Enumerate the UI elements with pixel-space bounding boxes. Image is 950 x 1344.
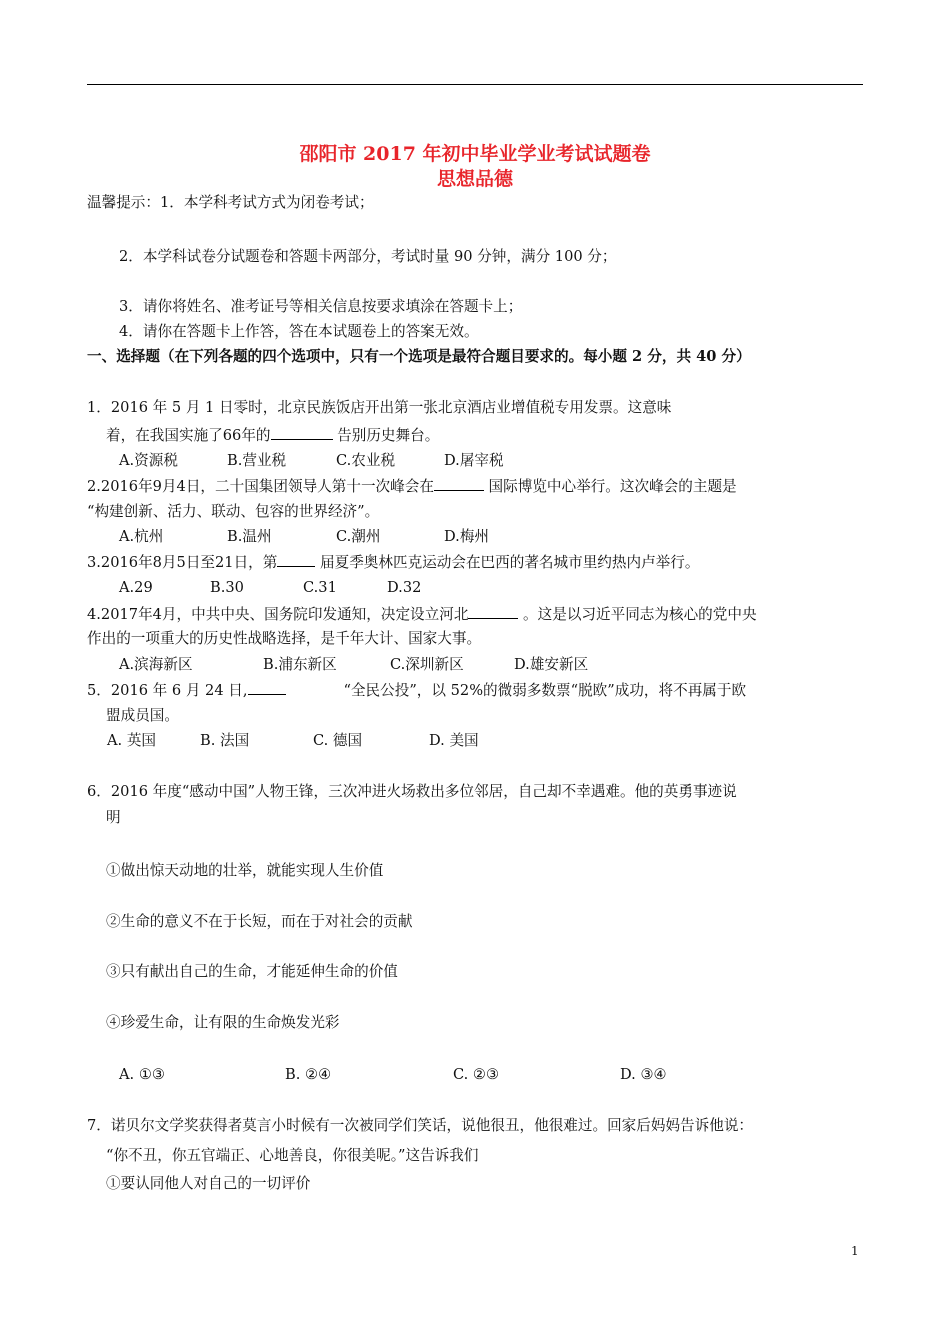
q6-statement-1: ①做出惊天动地的壮举，就能实现人生价值 [106,862,384,879]
q6-option-c: C. ②③ [453,1066,500,1083]
q3-stem-part-2: 届夏季奥林匹克运动会在巴西的著名城市里约热内卢举行。 [315,554,700,571]
q6-stem-line-2: 明 [106,809,121,826]
q2-stem-part-2: 国际博览中心举行。这次峰会的主题是 [483,478,737,495]
section-heading: 一、选择题（在下列各题的四个选项中，只有一个选项是最符合题目要求的。每小题 2 分，共 40 分） [87,348,751,365]
q1-stem-line-2 [106,425,439,446]
q3-option-c: C.31 [303,579,337,596]
q7-statement-1: ①要认同他人对自己的一切评价 [106,1175,311,1192]
q3-stem-line-1 [87,552,699,573]
q6-stem-line-1: 6．2016 年度“感动中国”人物王锋，三次冲进火场救出多位邻居，自己却不幸遇难。他的英勇事迹说 [87,783,737,800]
q4-option-d: D.雄安新区 [514,656,589,673]
q5-stem-part-2: “全民公投”，以 52%的微弱多数票“脱欧”成功，将不再属于欧 [343,682,747,699]
q1-stem-part-2: 告别历史舞台。 [332,427,440,444]
tip-line-2: 2．本学科试卷分试题卷和答题卡两部分，考试时量 90 分钟，满分 100 分； [119,248,617,265]
tip-line-1: 温馨提示：1．本学科考试方式为闭卷考试； [87,194,374,211]
q6-option-a: A. ①③ [119,1066,165,1083]
q7-stem-line-2: “你不丑，你五官端正、心地善良，你很美呢。”这告诉我们 [106,1147,479,1164]
q5-stem-line-2: 盟成员国。 [106,707,179,724]
exam-title: 邵阳市 2017 年初中毕业学业考试试题卷 [299,143,651,165]
q4-stem-line-1 [87,604,757,625]
q4-option-b: B.浦东新区 [263,656,337,673]
q6-options [119,1065,719,1085]
q1-option-b: B.营业税 [227,452,287,469]
q5-stem-line-1 [87,680,746,701]
page-number: 1 [851,1244,859,1258]
header-rule [87,84,863,85]
q4-stem-part-2: 。这是以习近平同志为核心的党中央 [518,606,757,623]
q1-stem-line-1: 1．2016 年 5 月 1 日零时，北京民族饭店开出第一张北京酒店业增值税专用发票。这意味 [87,399,672,416]
q4-options [119,655,619,675]
q6-statement-2: ②生命的意义不在于长短，而在于对社会的贡献 [106,913,413,930]
q3-option-d: D.32 [387,579,422,596]
q2-option-a: A.杭州 [119,528,164,545]
q1-option-d: D.屠宰税 [444,452,504,469]
q2-option-d: D.梅州 [444,528,490,545]
q3-option-b: B.30 [210,579,244,596]
q6-statement-4: ④珍爱生命，让有限的生命焕发光彩 [106,1014,340,1031]
q6-option-d: D. ③④ [620,1066,667,1083]
tip-line-4: 4．请你在答题卡上作答，答在本试题卷上的答案无效。 [119,323,479,340]
q5-stem-part-1: 5．2016 年 6 月 24 日, [87,682,248,699]
q2-option-c: C.潮州 [336,528,381,545]
q5-option-a: A. 英国 [107,732,157,749]
q2-options [119,527,619,547]
q6-statement-3: ③只有献出自己的生命，才能延伸生命的价值 [106,963,398,980]
q1-option-c: C.农业税 [336,452,396,469]
q5-options [107,731,607,751]
q1-answer-blank [271,425,333,440]
q5-option-c: C. 德国 [313,732,363,749]
q3-option-a: A.29 [119,579,153,596]
q3-options [119,578,619,598]
q4-stem-line-2: 作出的一项重大的历史性战略选择，是千年大计、国家大事。 [87,630,482,647]
q3-answer-blank [277,552,315,567]
q4-option-a: A.滨海新区 [119,656,193,673]
tip-line-3: 3．请你将姓名、准考证号等相关信息按要求填涂在答题卡上； [119,298,523,315]
q1-stem-part-1: 着，在我国实施了66年的 [106,427,271,444]
q4-stem-part-1: 4.2017年4月，中共中央、国务院印发通知，决定设立河北 [87,606,469,623]
q4-option-c: C.深圳新区 [390,656,464,673]
q5-option-b: B. 法国 [200,732,250,749]
q2-stem-line-2: “构建创新、活力、联动、包容的世界经济”。 [87,503,380,520]
q1-option-a: A.资源税 [119,452,178,469]
q4-answer-blank [468,604,518,619]
q2-option-b: B.温州 [227,528,272,545]
q5-answer-blank [248,680,286,695]
q2-stem-line-1 [87,476,737,497]
q2-answer-blank [434,476,484,491]
q1-options [119,451,619,471]
q5-option-d: D. 美国 [429,732,479,749]
q3-stem-part-1: 3.2016年8月5日至21日，第 [87,554,278,571]
q6-option-b: B. ②④ [285,1066,332,1083]
q2-stem-part-1: 2.2016年9月4日，二十国集团领导人第十一次峰会在 [87,478,434,495]
q7-stem-line-1: 7．诺贝尔文学奖获得者莫言小时候有一次被同学们笑话，说他很丑，他很难过。回家后妈妈告诉他说： [87,1117,754,1134]
subject-title: 思想品德 [436,168,513,190]
